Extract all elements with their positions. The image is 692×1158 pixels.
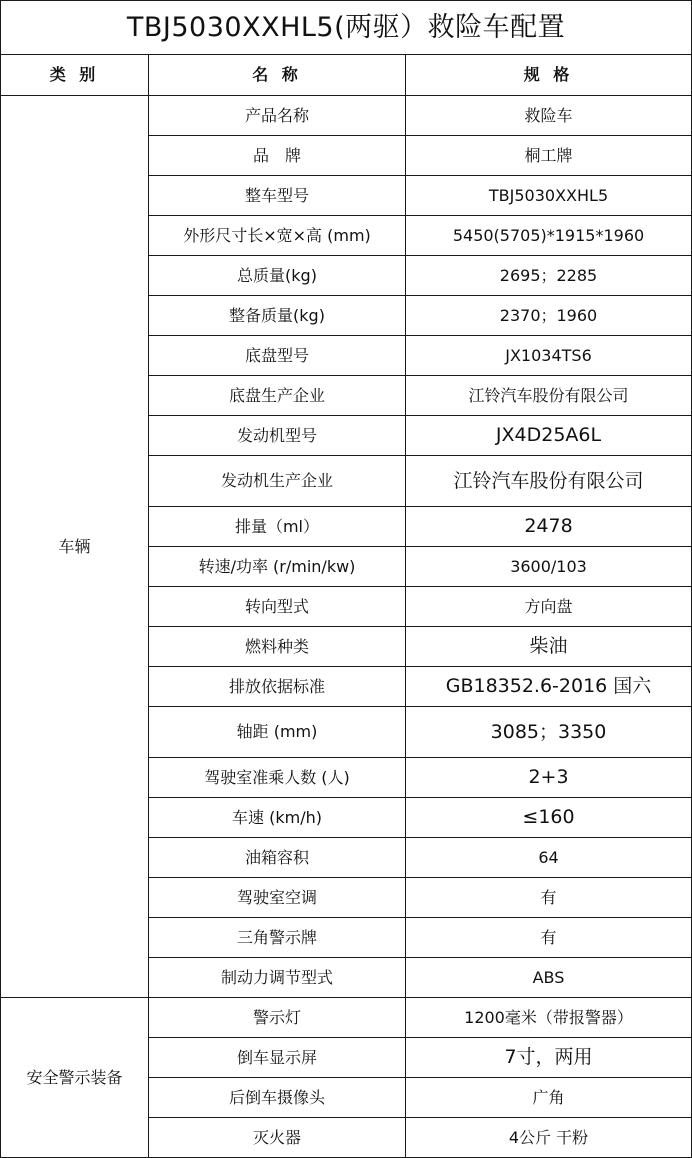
item-spec: 4公斤 干粉 [406, 1118, 692, 1158]
item-spec: 方向盘 [406, 587, 692, 627]
item-name: 燃料种类 [149, 627, 406, 667]
item-spec: 有 [406, 878, 692, 918]
item-spec: 2370；1960 [406, 296, 692, 336]
item-spec: 1200毫米（带报警器） [406, 998, 692, 1038]
item-spec: JX1034TS6 [406, 336, 692, 376]
item-name: 底盘型号 [149, 336, 406, 376]
header-category: 类 别 [1, 55, 149, 96]
item-spec: 2695；2285 [406, 256, 692, 296]
item-name: 总质量(kg) [149, 256, 406, 296]
item-name: 产品名称 [149, 96, 406, 136]
item-spec: 64 [406, 838, 692, 878]
item-name: 底盘生产企业 [149, 376, 406, 416]
item-spec: ABS [406, 958, 692, 998]
item-spec: 桐工牌 [406, 136, 692, 176]
item-name: 倒车显示屏 [149, 1038, 406, 1078]
table-row [1, 96, 692, 136]
item-name: 三角警示牌 [149, 918, 406, 958]
item-name: 驾驶室准乘人数 (人) [149, 758, 406, 798]
item-name: 整车型号 [149, 176, 406, 216]
item-spec: GB18352.6-2016 国六 [406, 667, 692, 707]
item-name: 驾驶室空调 [149, 878, 406, 918]
item-spec: 救险车 [406, 96, 692, 136]
item-spec: 5450(5705)*1915*1960 [406, 216, 692, 256]
item-name: 发动机型号 [149, 416, 406, 456]
item-spec: 3085；3350 [406, 707, 692, 758]
item-name: 转向型式 [149, 587, 406, 627]
item-spec: 有 [406, 918, 692, 958]
item-spec: 2478 [406, 507, 692, 547]
table-row [1, 998, 692, 1038]
item-spec: TBJ5030XXHL5 [406, 176, 692, 216]
item-spec: 2+3 [406, 758, 692, 798]
item-name: 油箱容积 [149, 838, 406, 878]
item-spec: JX4D25A6L [406, 416, 692, 456]
item-name: 转速/功率 (r/min/kw) [149, 547, 406, 587]
header-name: 名 称 [149, 55, 406, 96]
item-spec: ≤160 [406, 798, 692, 838]
category-cell: 车辆 [1, 96, 149, 998]
item-spec: 江铃汽车股份有限公司 [406, 456, 692, 507]
item-spec: 江铃汽车股份有限公司 [406, 376, 692, 416]
config-table-body [1, 1, 692, 1158]
table-title: TBJ5030XXHL5(两驱）救险车配置 [1, 1, 692, 55]
item-name: 排量（ml） [149, 507, 406, 547]
item-name: 轴距 (mm) [149, 707, 406, 758]
item-name: 排放依据标准 [149, 667, 406, 707]
item-spec: 柴油 [406, 627, 692, 667]
item-name: 整备质量(kg) [149, 296, 406, 336]
category-cell: 安全警示装备 [1, 998, 149, 1158]
item-name: 警示灯 [149, 998, 406, 1038]
item-name: 车速 (km/h) [149, 798, 406, 838]
item-name: 灭火器 [149, 1118, 406, 1158]
item-spec: 广角 [406, 1078, 692, 1118]
item-name: 发动机生产企业 [149, 456, 406, 507]
item-name: 制动力调节型式 [149, 958, 406, 998]
item-name: 外形尺寸长×宽×高 (mm) [149, 216, 406, 256]
item-spec: 3600/103 [406, 547, 692, 587]
item-name: 品 牌 [149, 136, 406, 176]
item-spec: 7寸，两用 [406, 1038, 692, 1078]
item-name: 后倒车摄像头 [149, 1078, 406, 1118]
header-spec: 规 格 [406, 55, 692, 96]
